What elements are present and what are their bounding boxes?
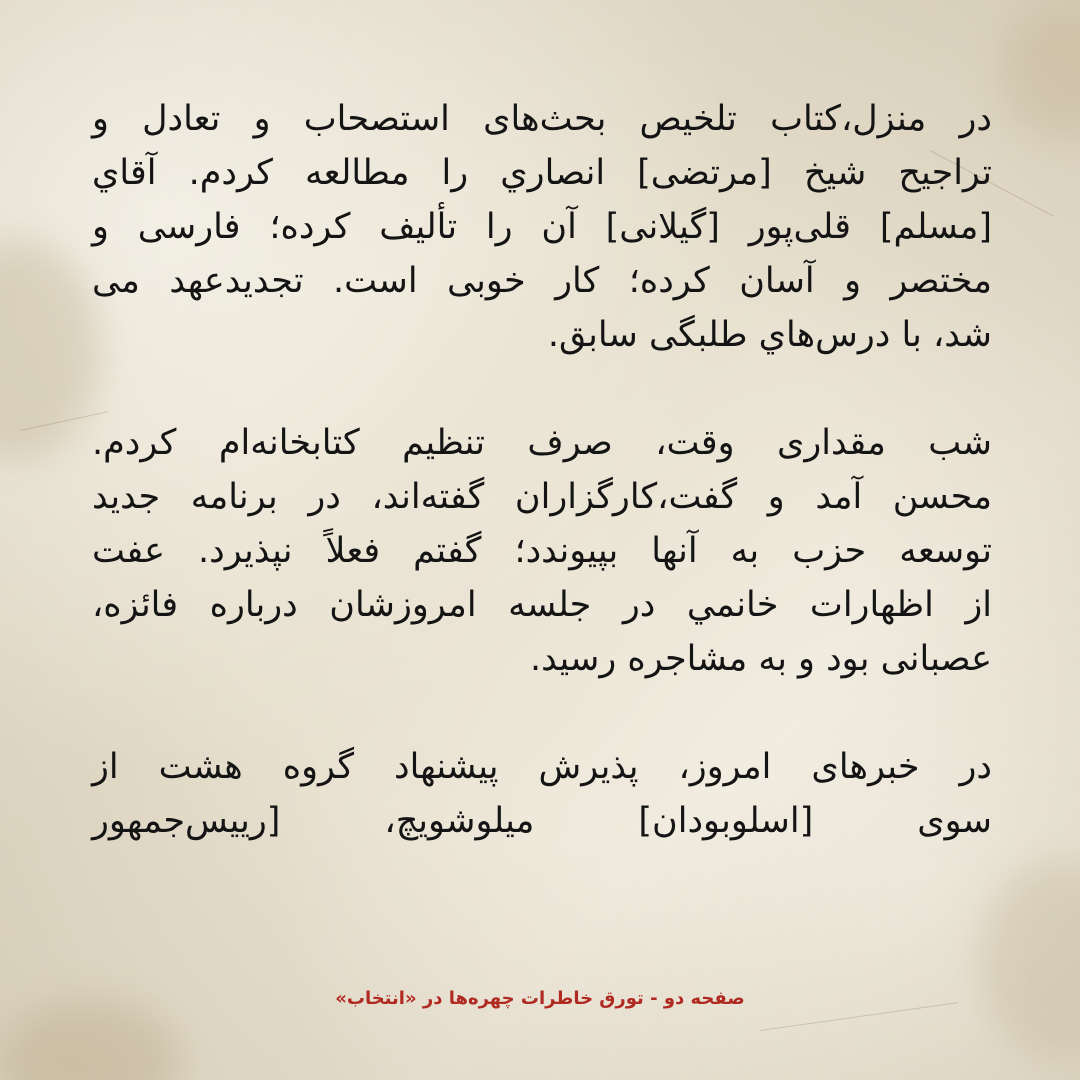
text-line: مختصر و آسان کرده؛ کار خوبی است. تجدیدعهد می: [92, 261, 992, 301]
text-line: سوی [اسلوبودان] میلوشویچ، [رییس‌جمهور: [92, 801, 992, 841]
text-line: شب مقداری وقت، صرف تنظیم کتابخانه‌ام کردم.: [92, 423, 992, 463]
text-line: عصبانی بود و به مشاجره رسید.: [529, 639, 992, 679]
paper-stain: [0, 1000, 180, 1080]
text-line: شد، با درس‌هاي طلبگی سابق.: [547, 315, 992, 355]
paper-stain: [980, 860, 1080, 1060]
text-line: در منزل،کتاب تلخیص بحث‌های استصحاب و تعادل و: [92, 99, 992, 139]
paragraph-1: [92, 92, 992, 362]
paragraph-2: [92, 416, 992, 686]
text-line: محسن آمد و گفت،کارگزاران گفته‌اند، در برنامه جدید: [92, 477, 992, 517]
paper-stain: [1000, 0, 1080, 140]
diary-text: [92, 92, 992, 972]
text-line: در خبرهای امروز، پذیرش پیشنهاد گروه هشت از: [92, 747, 992, 787]
paragraph-3: [92, 740, 992, 848]
text-line: تراجیح شیخ [مرتضی] انصاري را مطالعه کردم. آقاي: [92, 153, 992, 193]
text-line: از اظهارات خانمي در جلسه امروزشان درباره فائزه،: [92, 585, 992, 625]
text-line: توسعه حزب به آنها بپیوندد؛ گفتم فعلاً نپذیرد. عفت: [92, 531, 992, 571]
paper-stain: [0, 240, 100, 460]
text-line: [مسلم] قلی‌پور [گیلانی] آن را تألیف کرده؛ فارسی و: [92, 207, 992, 247]
footer-caption: صفحه دو - تورق خاطرات چهره‌ها در «انتخاب»: [335, 988, 745, 1009]
